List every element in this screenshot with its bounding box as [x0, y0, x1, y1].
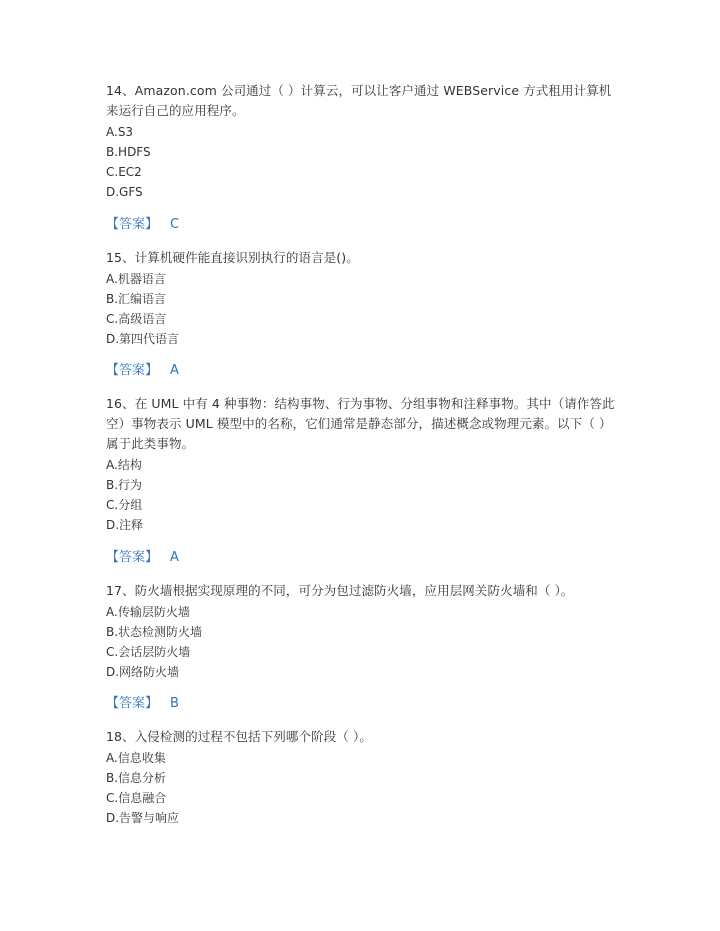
question-stem: 18、入侵检测的过程不包括下列哪个阶段（ ）。 — [106, 729, 372, 744]
question-stem: 16、在 UML 中有 4 种事物：结构事物、行为事物、分组事物和注释事物。其中（请作答此空）事物表示 UML 模型中的名称，它们通常是静态部分，描述概念或物理元素。以下（ ）属于此类事物。 — [106, 396, 615, 451]
option-d: D.告警与响应 — [106, 811, 180, 825]
option-list — [106, 122, 616, 202]
answer-15 — [106, 361, 179, 381]
option-a: A.传输层防火墙 — [106, 605, 190, 619]
answer-label: 【答案】 — [106, 217, 159, 232]
option-a: A.信息收集 — [106, 751, 166, 765]
answer-value: B — [170, 696, 179, 711]
answer-value: A — [170, 550, 179, 565]
option-d: D.网络防火墙 — [106, 665, 180, 679]
option-list — [106, 748, 616, 828]
answer-14 — [106, 215, 179, 235]
option-list — [106, 269, 616, 349]
question-stem: 15、计算机硬件能直接识别执行的语言是()。 — [106, 250, 359, 265]
option-a: A.机器语言 — [106, 272, 166, 286]
option-b: B.HDFS — [106, 145, 151, 159]
question-16 — [106, 394, 616, 535]
question-stem: 17、防火墙根据实现原理的不同，可分为包过滤防火墙，应用层网关防火墙和（ ）。 — [106, 583, 574, 598]
option-c: C.会话层防火墙 — [106, 645, 191, 659]
option-b: B.行为 — [106, 478, 143, 492]
question-14 — [106, 81, 616, 202]
option-list — [106, 602, 616, 682]
answer-value: C — [170, 217, 180, 232]
option-d: D.GFS — [106, 185, 143, 199]
option-c: C.信息融合 — [106, 791, 167, 805]
option-d: D.注释 — [106, 518, 144, 532]
answer-value: A — [170, 363, 179, 378]
question-18 — [106, 727, 616, 828]
option-c: C.分组 — [106, 498, 143, 512]
option-list — [106, 455, 616, 535]
option-a: A.结构 — [106, 458, 142, 472]
option-c: C.高级语言 — [106, 312, 167, 326]
answer-label: 【答案】 — [106, 696, 159, 711]
question-15 — [106, 248, 616, 349]
option-b: B.状态检测防火墙 — [106, 625, 203, 639]
answer-label: 【答案】 — [106, 363, 159, 378]
answer-16 — [106, 548, 179, 568]
option-d: D.第四代语言 — [106, 332, 180, 346]
option-b: B.信息分析 — [106, 771, 167, 785]
option-b: B.汇编语言 — [106, 292, 167, 306]
option-a: A.S3 — [106, 125, 134, 139]
question-stem: 14、Amazon.com 公司通过（ ）计算云，可以让客户通过 WEBService 方式租用计算机来运行自己的应用程序。 — [106, 83, 612, 118]
option-c: C.EC2 — [106, 165, 142, 179]
answer-label: 【答案】 — [106, 550, 159, 565]
question-17 — [106, 581, 616, 682]
answer-17 — [106, 694, 179, 714]
